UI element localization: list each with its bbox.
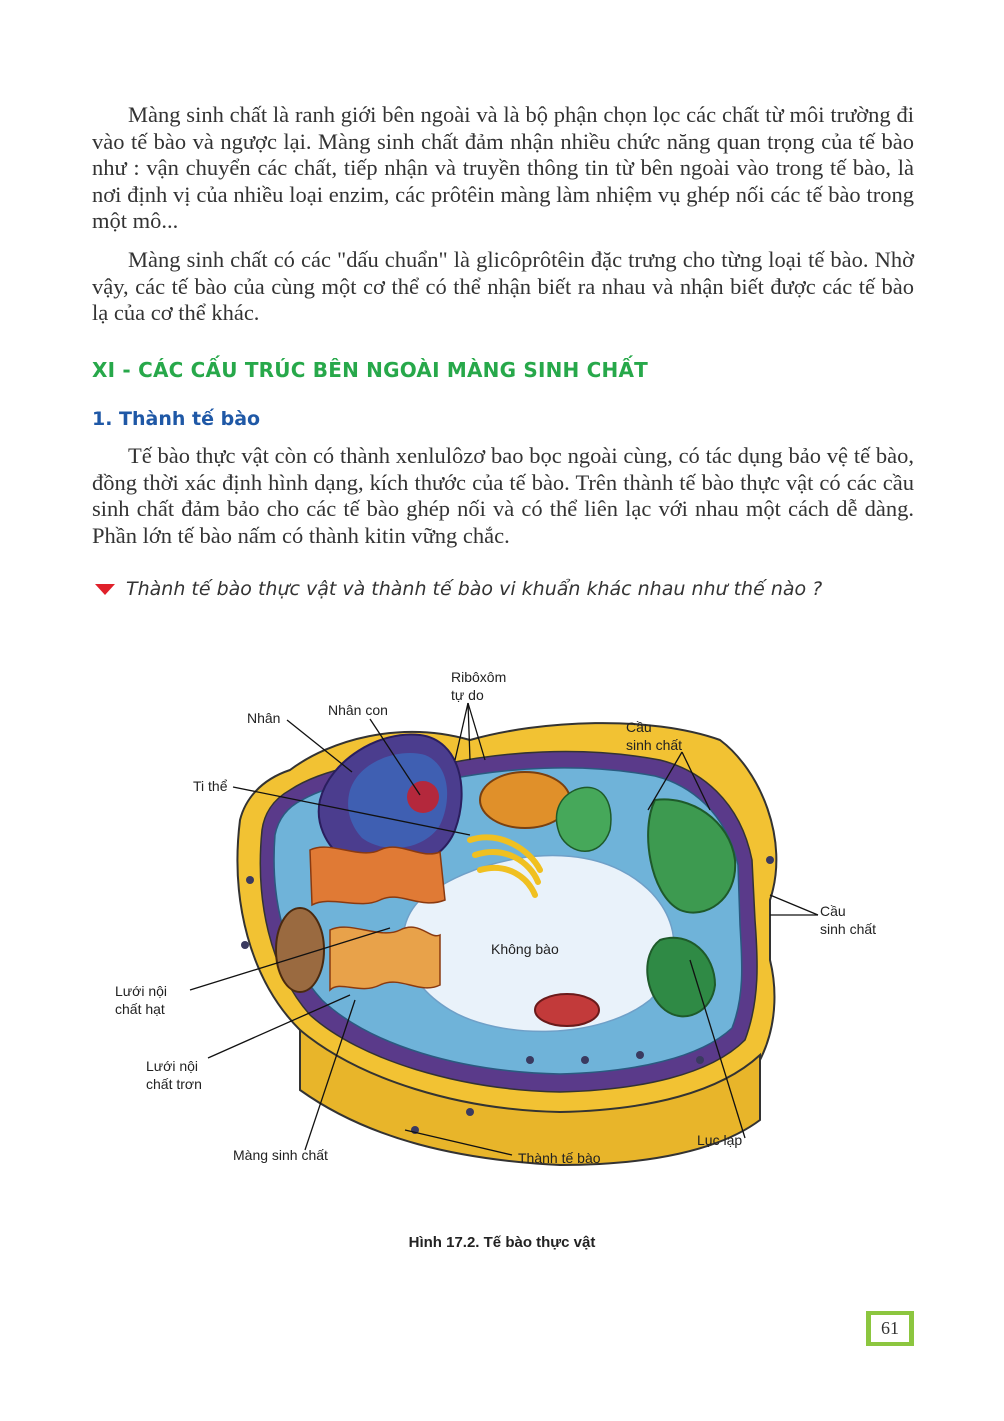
- page-number-box: [866, 1311, 914, 1346]
- subsection-heading: 1. Thành tế bào: [92, 408, 261, 430]
- paragraph-cell-wall: Tế bào thực vật còn có thành xenlulôzơ bao bọc ngoài cùng, có tác dụng bảo vệ tế bào, đồng thời xác định hình dạng, kích thước của tế bào. Trên thành tế bào thực vật có các cầu sinh chất đảm bảo cho các tế bào ghép nối và có thể liên lạc với nhau một cách dễ dàng. Phần lớn tế bào nấm có thành kitin vững chắc.: [92, 443, 914, 548]
- label-plasmodesmata-top: Cầu sinh chất: [626, 719, 683, 753]
- label-rough-er: Lưới nội chất hạt: [115, 983, 168, 1017]
- nucleolus: [407, 781, 439, 813]
- label-plasmodesmata-right: Cầu sinh chất: [820, 903, 877, 937]
- paragraph-membrane-markers: Màng sinh chất có các "dấu chuẩn" là glicôprôtêin đặc trưng cho từng loại tế bào. Nhờ vậy, các tế bào của cùng một cơ thể có thể nhận biết ra nhau và nhận biết được các tế bào lạ của cơ thể khác.: [92, 247, 914, 326]
- label-free-ribosome: Ribôxôm tự do: [451, 669, 507, 703]
- label-cell-wall: Thành tế bào: [518, 1150, 601, 1166]
- label-nucleolus: Nhân con: [328, 702, 388, 718]
- question-text: Thành tế bào thực vật và thành tế bào vi khuẩn khác nhau như thế nào ?: [126, 578, 823, 600]
- rough-er: [310, 847, 445, 905]
- label-chloroplast: Lục lạp: [697, 1132, 743, 1148]
- label-nucleus: Nhân: [247, 710, 281, 726]
- section-heading: XI - CÁC CẤU TRÚC BÊN NGOÀI MÀNG SINH CHẤT: [92, 358, 648, 382]
- page-number: 61: [871, 1315, 909, 1342]
- label-plasma-membrane: Màng sinh chất: [233, 1147, 328, 1163]
- paragraph-membrane-function: Màng sinh chất là ranh giới bên ngoài và là bộ phận chọn lọc các chất từ môi trường đi vào tế bào và ngược lại. Màng sinh chất đảm nhận nhiều chức năng quan trọng của tế bào như : vận chuyển các chất, tiếp nhận và truyền thông tin từ bên ngoài vào trong tế bào, là nơi định vị của nhiều loại enzim, các prôtêin màng làm nhiệm vụ ghép nối các tế bào trong một mô...: [92, 102, 914, 234]
- label-mitochondrion: Ti thể: [193, 778, 228, 794]
- label-vacuole: Không bào: [491, 941, 559, 957]
- label-smooth-er: Lưới nội chất trơn: [146, 1058, 202, 1092]
- figure-caption: Hình 17.2. Tế bào thực vật: [408, 1234, 596, 1251]
